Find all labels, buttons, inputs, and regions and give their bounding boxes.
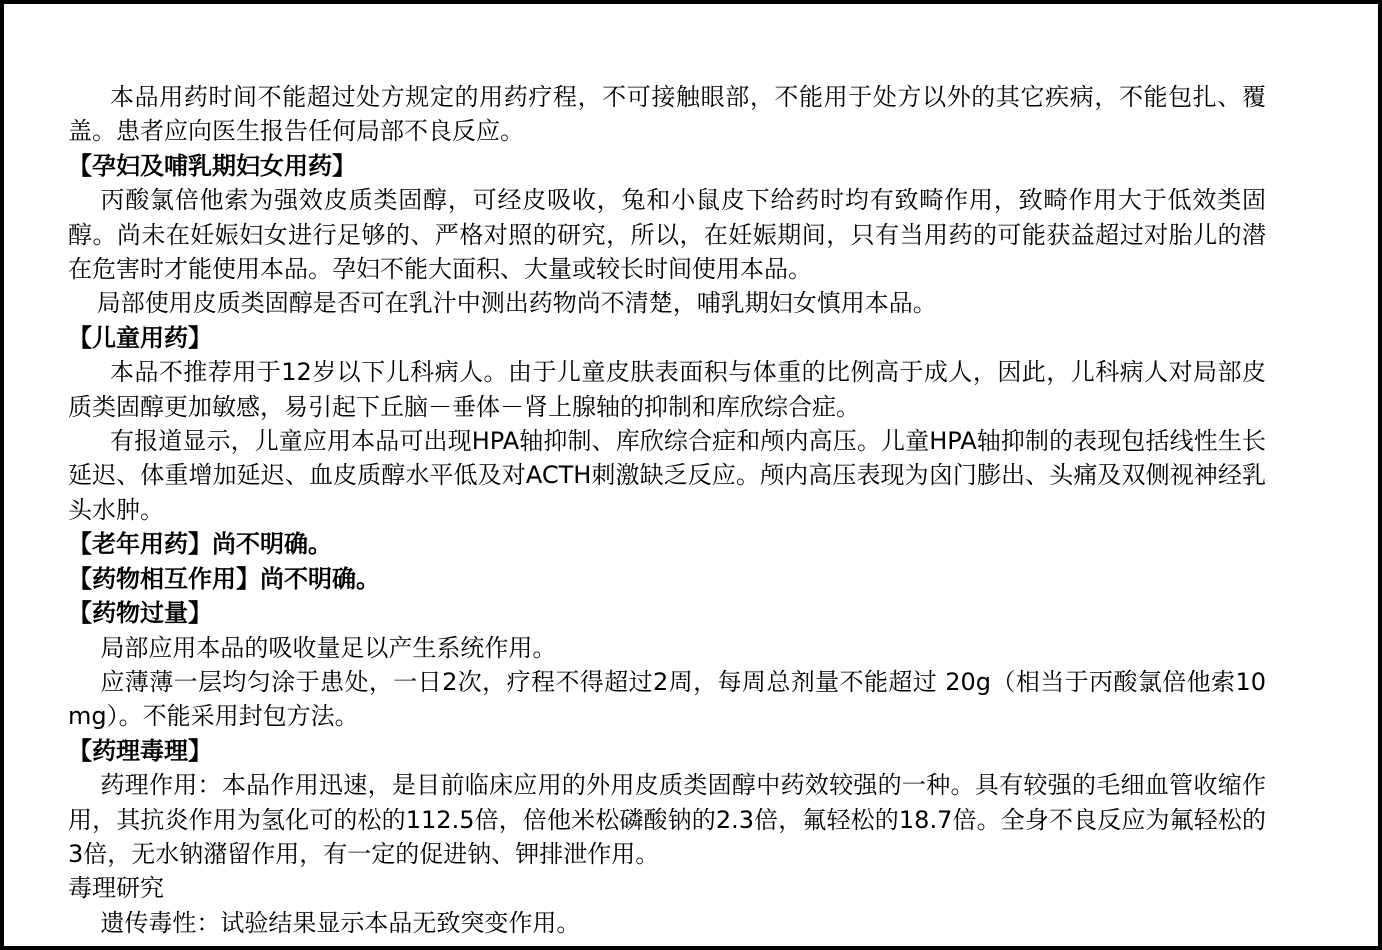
children-paragraph-1: 本品不推荐用于12岁以下儿科病人。由于儿童皮肤表面积与体重的比例高于成人，因此，儿科病人对局部皮质类固醇更加敏感，易引起下丘脑－垂体－肾上腺轴的抑制和库欣综合症。 bbox=[68, 358, 1266, 421]
pregnancy-paragraph-1: 丙酸氯倍他索为强效皮质类固醇，可经皮吸收，兔和小鼠皮下给药时均有致畸作用，致畸作用大于低效类固醇。尚未在妊娠妇女进行足够的、严格对照的研究，所以，在妊娠期间，只有当用药的可能获益超过对胎儿的潜在危害时才能使用本品。孕妇不能大面积、大量或较长时间使用本品。 bbox=[68, 186, 1266, 284]
section-heading-pharmacology: 【药理毒理】 bbox=[68, 736, 212, 765]
pregnancy-paragraph-2: 局部使用皮质类固醇是否可在乳汁中测出药物尚不清楚，哺乳期妇女慎用本品。 bbox=[96, 289, 937, 318]
section-heading-children: 【儿童用药】 bbox=[68, 323, 212, 352]
intro-paragraph: 本品用药时间不能超过处方规定的用药疗程，不可接触眼部，不能用于处方以外的其它疾病，不能包扎、覆盖。患者应向医生报告任何局部不良反应。 bbox=[68, 83, 1266, 146]
pharmacology-paragraph-1: 药理作用：本品作用迅速，是目前临床应用的外用皮质类固醇中药效较强的一种。具有较强的毛细血管收缩作用，其抗炎作用为氢化可的松的112.5倍，倍他米松磷酸钠的2.3倍，氟轻松的18.7倍。全身不良反应为氟轻松的3倍，无水钠潴留作用，有一定的促进钠、钾排泄作用。 bbox=[68, 771, 1266, 868]
section-heading-interactions: 【药物相互作用】尚不明确。 bbox=[68, 564, 380, 593]
section-heading-elderly: 【老年用药】尚不明确。 bbox=[68, 530, 332, 559]
section-heading-pregnancy: 【孕妇及哺乳期妇女用药】 bbox=[68, 151, 356, 180]
children-paragraph-2: 有报道显示，儿童应用本品可出现HPA轴抑制、库欣综合症和颅内高压。儿童HPA轴抑制的表现包括线性生长延迟、体重增加延迟、血皮质醇水平低及对ACTH刺激缺乏反应。颅内高压表现为囟门膨出、头痛及双侧视神经乳头水肿。 bbox=[68, 427, 1266, 524]
toxicology-subheading: 毒理研究 bbox=[68, 874, 164, 903]
overdose-paragraph-1: 局部应用本品的吸收量足以产生系统作用。 bbox=[100, 633, 557, 662]
document-body bbox=[68, 80, 1266, 940]
toxicology-paragraph: 遗传毒性：试验结果显示本品无致突变作用。 bbox=[100, 908, 581, 937]
section-heading-overdose: 【药物过量】 bbox=[68, 599, 212, 628]
overdose-paragraph-2: 应薄薄一层均匀涂于患处，一日2次，疗程不得超过2周，每周总剂量不能超过 20g（相当于丙酸氯倍他索10mg）。不能采用封包方法。 bbox=[68, 667, 1266, 731]
